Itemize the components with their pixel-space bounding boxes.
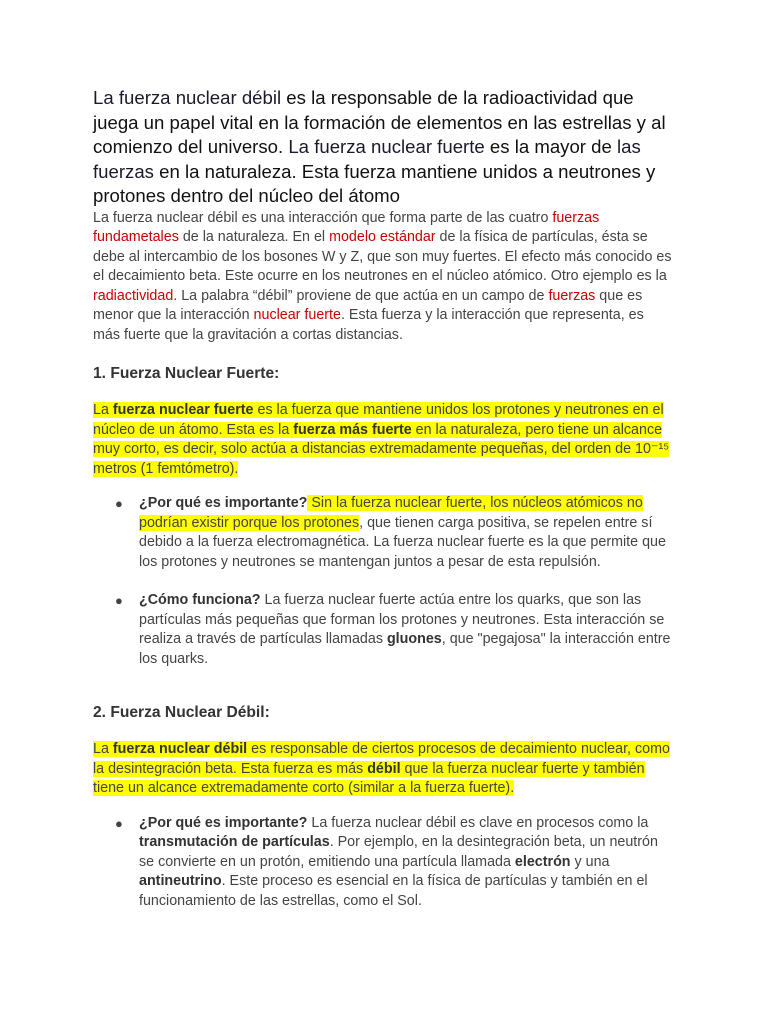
section1-bullet-list [93, 494, 673, 669]
bullet-text: . Este proceso es esencial en la física de partículas y también en el funcionamiento de las estrellas, como el Sol. [139, 873, 648, 909]
section1-bold: fuerza más fuerte [293, 421, 412, 438]
section2-text: que la fuerza nuclear fuerte y también tiene un alcance extremadamente corto (similar a la fuerza fuerte). [93, 760, 645, 797]
bullet-label: ¿Por qué es importante? [139, 495, 308, 512]
section2-bold: fuerza nuclear débil [112, 741, 248, 758]
intro-text: La fuerza nuclear débil es una interacción que forma parte de las cuatro [93, 209, 553, 226]
section2-text: La [93, 741, 113, 758]
section2-bullet-list [93, 814, 673, 912]
bullet-text: La fuerza nuclear débil es clave en procesos como la [307, 814, 649, 831]
intro-text: de la física de partículas, ésta se debe al intercambio de los bosones W y Z, que son muy fuertes. El efecto más conocido es el decaimiento beta. Este ocurre en los neutrones en el núcleo atómico. Otro ejemplo es la [93, 229, 672, 285]
section2-paragraph [93, 740, 673, 799]
intro-text: de la naturaleza. En el [178, 229, 330, 246]
lead-text: es la responsable de la radioactividad que juega un papel vital en la formación de elementos en las estrellas y al comienzo del universo. [93, 87, 666, 158]
lead-paragraph [93, 86, 673, 209]
list-item [93, 494, 673, 572]
bullet-text: , que "pegajosa" la interacción entre los quarks. [139, 631, 671, 667]
section1-bold: fuerza nuclear fuerte [112, 402, 254, 419]
intro-text: que es menor que la interacción [93, 287, 643, 324]
section2-bold: débil [367, 760, 401, 777]
section1-text: en la naturaleza, pero tiene un alcance muy corto, es decir, solo actúa a distancias extremadamente pequeñas, del orden de 10⁻¹⁵ metros (1 femtómetro). [93, 421, 670, 477]
section-heading-debil: 2. Fuerza Nuclear Débil: [93, 704, 270, 722]
bullet-text: La fuerza nuclear fuerte actúa entre los quarks, que son las partículas más pequeñas que forman los protones y neutrones. Esta interacción se realiza a través de partículas llamadas [139, 592, 665, 648]
bullet-label: ¿Por qué es importante? [139, 814, 308, 831]
link-radiactividad[interactable]: radiactividad [93, 287, 174, 304]
link-modelo-estandar[interactable]: modelo estándar [329, 229, 436, 246]
document-page [93, 86, 673, 911]
intro-text: . La palabra “débil” proviene de que actúa en un campo de [173, 287, 549, 304]
bullet-bold: antineutrino [139, 873, 222, 890]
intro-paragraph [93, 209, 673, 346]
intro-text: . Esta fuerza y la interacción que representa, es más fuerte que la gravitación a cortas distancias. [93, 307, 644, 343]
section2-text: es responsable de ciertos procesos de decaimiento nuclear, como la desintegración beta. Esta fuerza es más [93, 741, 670, 777]
bullet-text: , que tienen carga positiva, se repelen entre sí debido a la fuerza electromagnética. La fuerza nuclear fuerte es la que permite que los protones y neutrones se mantengan juntos a pesar de esta repulsión. [139, 514, 666, 570]
bullet-text: . Por ejemplo, en la desintegración beta, un neutrón se convierte en un protón, emitiendo una partícula llamada [139, 834, 658, 870]
lead-text: es la mayor de [484, 136, 618, 158]
bullet-icon: ● [115, 815, 123, 831]
bullet-bold: gluones [386, 631, 442, 648]
bullet-bold: electrón [514, 853, 571, 870]
bullet-icon: ● [115, 496, 123, 512]
list-item [93, 591, 673, 669]
highlight-text [93, 741, 670, 796]
lead-text: La fuerza nuclear fuerte [288, 136, 485, 158]
lead-text: en la naturaleza. Esta fuerza mantiene unidos a neutrones y protones dentro del núcleo del átomo [93, 160, 656, 207]
section1-text: La [93, 402, 113, 419]
list-item [93, 814, 673, 912]
bullet-text: y una [570, 853, 610, 870]
section1-text: es la fuerza que mantiene unidos los protones y neutrones en el núcleo de un átomo. Esta es la [93, 402, 664, 438]
link-fuerzas[interactable]: fuerzas [548, 287, 596, 304]
link-fuerzas-fundamentales[interactable]: fuerzas fundametales [93, 209, 600, 246]
bullet-icon: ● [115, 593, 123, 609]
section-heading-fuerte: 1. Fuerza Nuclear Fuerte: [93, 365, 280, 383]
link-nuclear-fuerte[interactable]: nuclear fuerte [253, 307, 341, 324]
bullet-bold: transmutación de partículas [139, 834, 330, 851]
highlight-text [93, 402, 669, 477]
bullet-label: ¿Cómo funciona? [139, 592, 261, 609]
section1-paragraph [93, 401, 673, 479]
highlight-text: Sin la fuerza nuclear fuerte, los núcleos atómicos no podrían existir porque los protones [139, 495, 643, 531]
lead-text: La fuerza nuclear débil [93, 87, 282, 108]
lead-text: las fuerzas [93, 136, 641, 182]
